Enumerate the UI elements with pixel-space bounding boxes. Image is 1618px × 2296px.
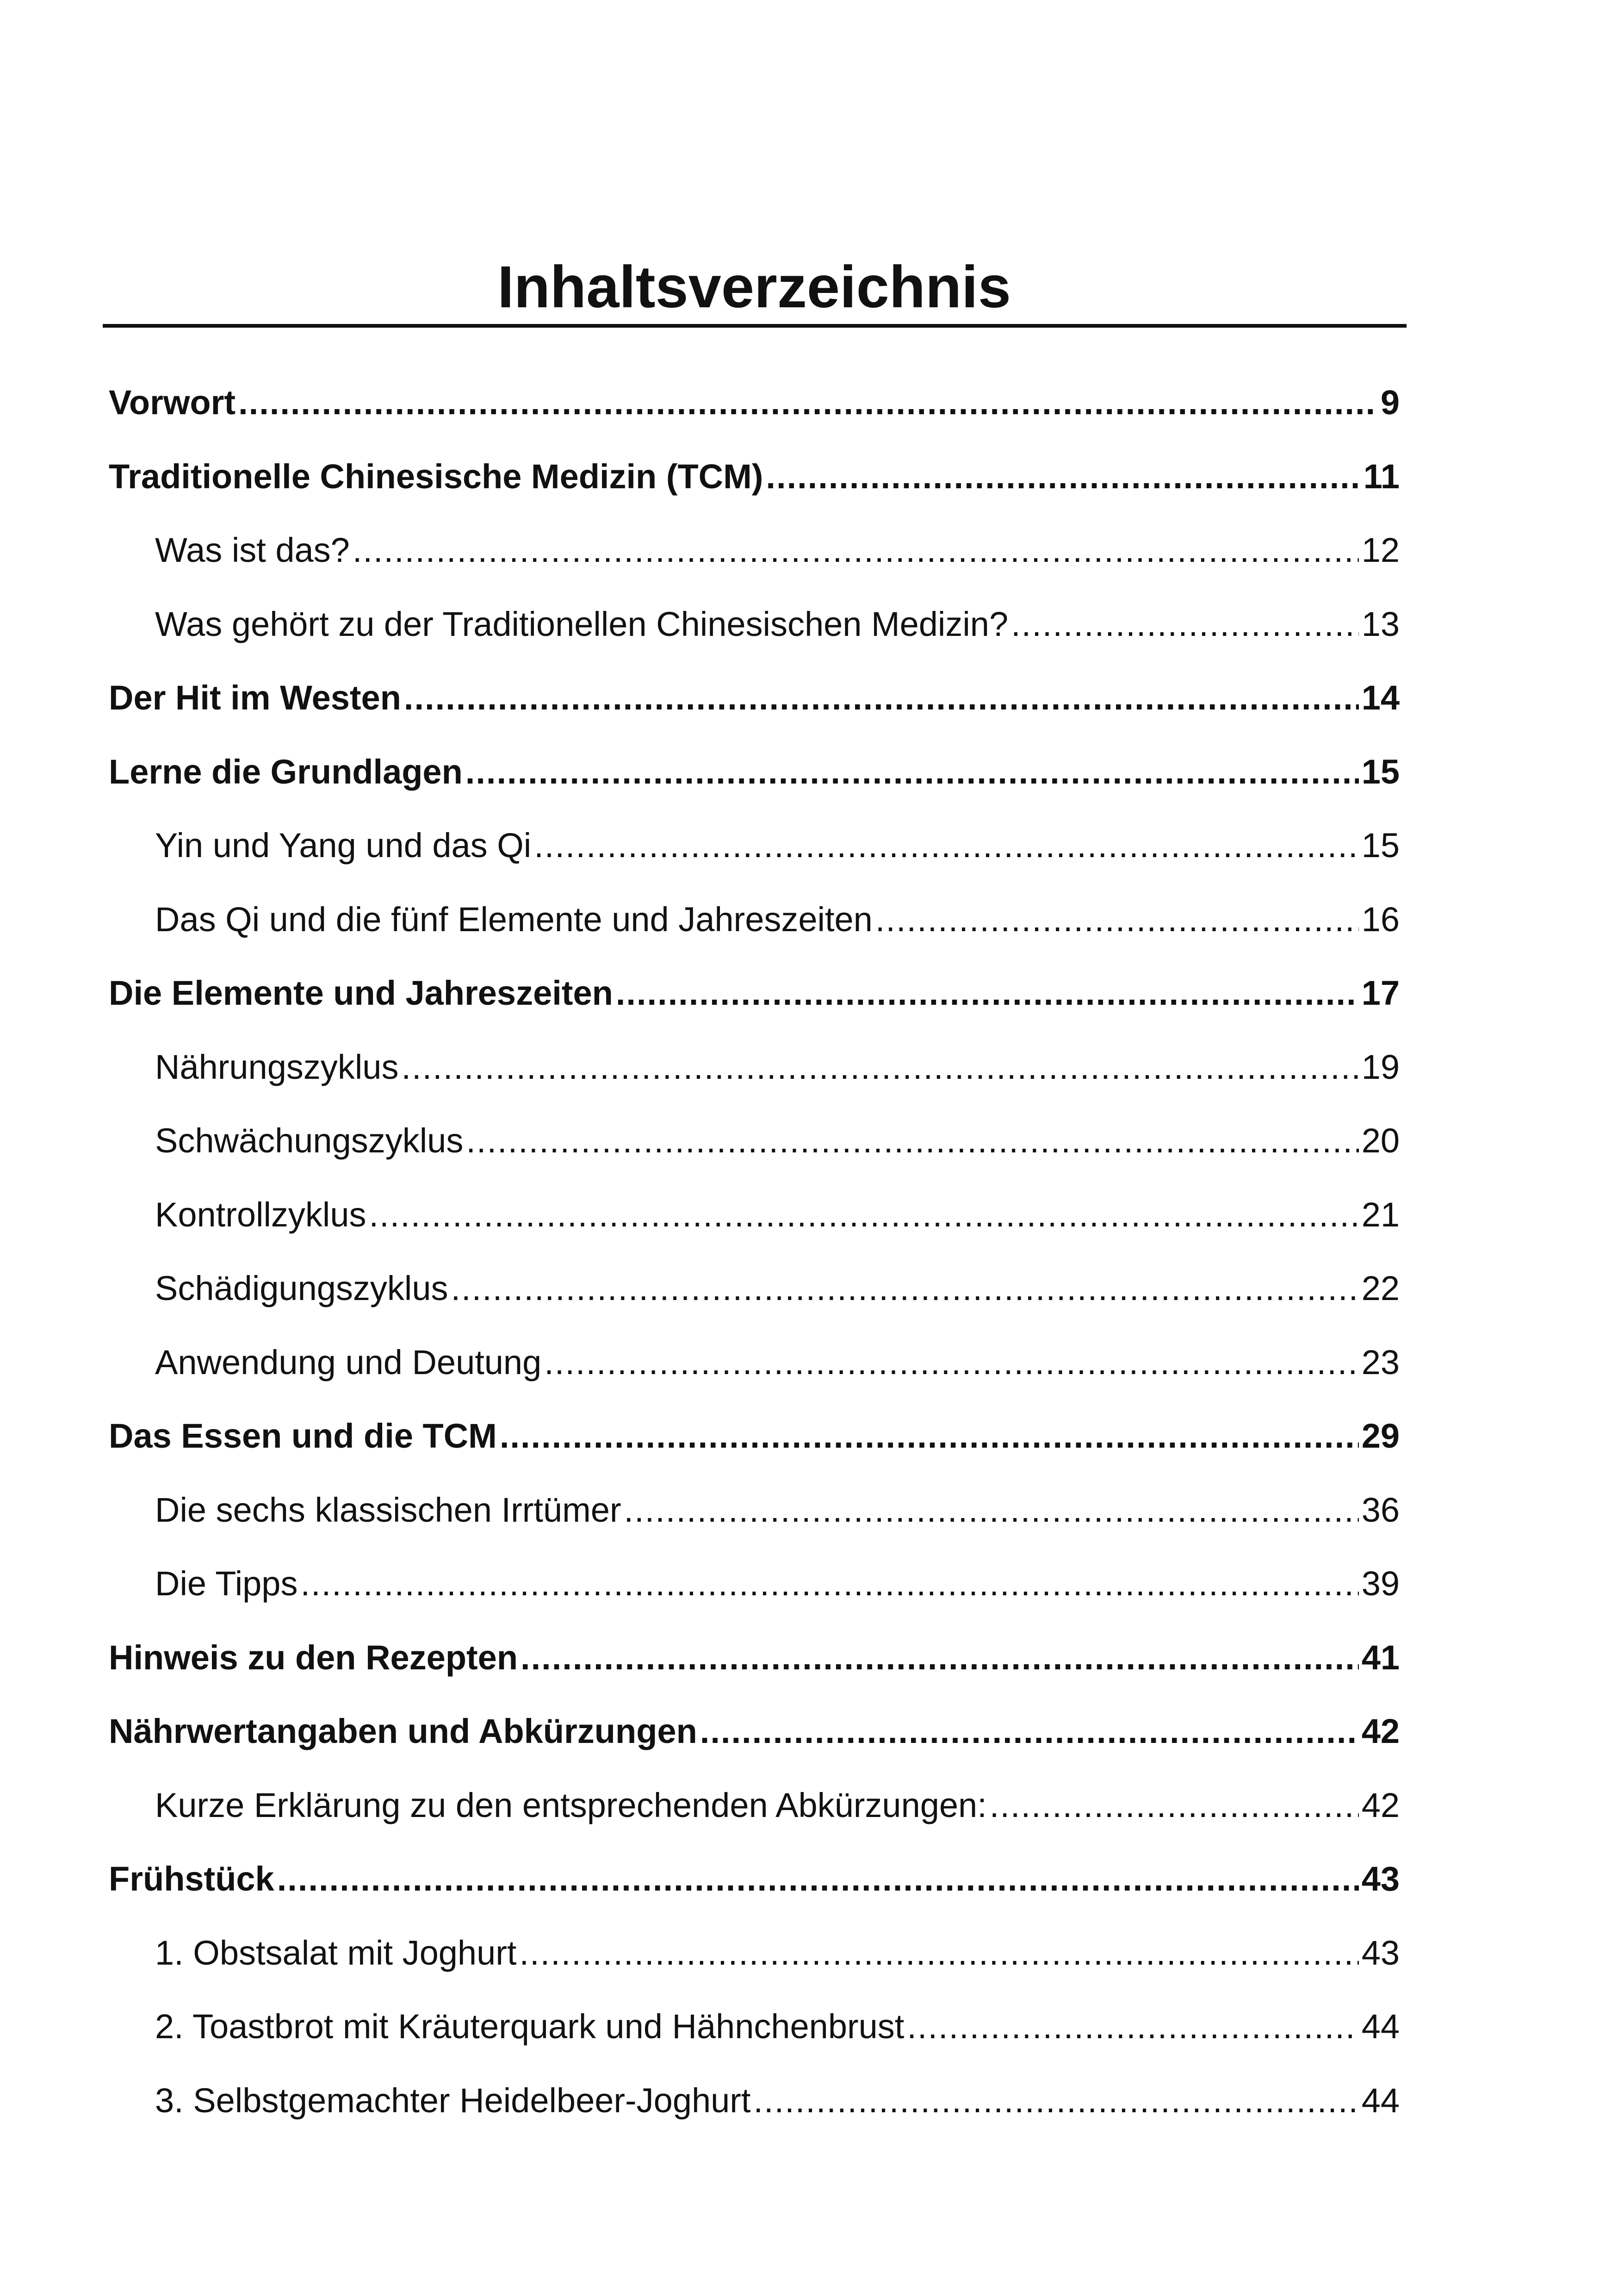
toc-dot-leader xyxy=(521,1638,1359,1677)
toc-page-number: 17 xyxy=(1361,974,1400,1013)
toc-page-number: 15 xyxy=(1361,752,1400,791)
toc-entry-title: 1. Obstsalat mit Joghurt xyxy=(155,1933,517,1972)
toc-page-number: 12 xyxy=(1361,531,1400,570)
toc-entry-title: Lerne die Grundlagen xyxy=(109,752,463,791)
toc-page-number: 42 xyxy=(1361,1786,1400,1824)
table-of-contents xyxy=(109,366,1400,2137)
toc-page-number: 36 xyxy=(1361,1490,1400,1529)
toc-entry-title: Der Hit im Westen xyxy=(109,678,401,717)
toc-page-number: 39 xyxy=(1361,1564,1400,1603)
toc-page-number: 22 xyxy=(1361,1269,1400,1308)
toc-entry-title: Frühstück xyxy=(109,1860,274,1898)
toc-entry-title: 3. Selbstgemachter Heidelbeer-Joghurt xyxy=(155,2081,751,2120)
toc-dot-leader xyxy=(907,2007,1358,2046)
toc-entry-title: Yin und Yang und das Qi xyxy=(155,826,532,865)
toc-entry-title: Traditionelle Chinesische Medizin (TCM) xyxy=(109,457,763,496)
toc-page-number: 41 xyxy=(1361,1638,1400,1677)
toc-page-number: 44 xyxy=(1361,2081,1400,2120)
toc-entry-title: 2. Toastbrot mit Kräuterquark und Hähnchenbrust xyxy=(155,2007,905,2046)
toc-page-number: 44 xyxy=(1361,2007,1400,2046)
toc-entry-title: Kontrollzyklus xyxy=(155,1195,366,1234)
toc-dot-leader xyxy=(401,1047,1358,1087)
toc-dot-leader xyxy=(238,383,1378,422)
toc-chapter-entry[interactable] xyxy=(109,1621,1400,1695)
toc-section-entry[interactable] xyxy=(109,1251,1400,1325)
toc-dot-leader xyxy=(990,1786,1359,1825)
toc-entry-title: Die sechs klassischen Irrtümer xyxy=(155,1490,621,1529)
toc-dot-leader xyxy=(624,1490,1359,1530)
toc-section-entry[interactable] xyxy=(109,513,1400,587)
toc-section-entry[interactable] xyxy=(109,809,1400,883)
toc-chapter-entry[interactable] xyxy=(109,366,1400,440)
toc-entry-title: Was gehört zu der Traditionellen Chinesischen Medizin? xyxy=(155,604,1009,643)
toc-entry-title: Die Tipps xyxy=(155,1564,298,1603)
toc-dot-leader xyxy=(616,973,1359,1013)
toc-chapter-entry[interactable] xyxy=(109,1842,1400,1916)
toc-chapter-entry[interactable] xyxy=(109,1694,1400,1768)
toc-entry-title: Anwendung und Deutung xyxy=(155,1343,542,1381)
toc-section-entry[interactable] xyxy=(109,1768,1400,1842)
toc-chapter-entry[interactable] xyxy=(109,735,1400,809)
toc-section-entry[interactable] xyxy=(109,1325,1400,1400)
toc-entry-title: Kurze Erklärung zu den entsprechenden Abkürzungen: xyxy=(155,1786,987,1824)
toc-section-entry[interactable] xyxy=(109,1178,1400,1252)
toc-section-entry[interactable] xyxy=(109,883,1400,957)
toc-section-entry[interactable] xyxy=(109,1547,1400,1621)
toc-entry-title: Vorwort xyxy=(109,383,236,422)
toc-dot-leader xyxy=(500,1416,1359,1456)
title-divider xyxy=(103,324,1407,328)
toc-page-number: 11 xyxy=(1363,457,1400,496)
toc-page-number: 9 xyxy=(1380,383,1400,422)
toc-dot-leader xyxy=(519,1933,1358,1972)
toc-section-entry[interactable] xyxy=(109,2064,1400,2138)
toc-page-number: 29 xyxy=(1361,1417,1400,1456)
toc-page-number: 43 xyxy=(1361,1933,1400,1972)
toc-dot-leader xyxy=(1011,604,1359,644)
toc-section-entry[interactable] xyxy=(109,1030,1400,1104)
toc-entry-title: Was ist das? xyxy=(155,531,350,570)
toc-dot-leader xyxy=(451,1269,1358,1308)
toc-entry-title: Das Qi und die fünf Elemente und Jahreszeiten xyxy=(155,900,873,939)
toc-entry-title: Schädigungszyklus xyxy=(155,1269,448,1308)
toc-page-number: 23 xyxy=(1361,1343,1400,1381)
page-title: Inhaltsverzeichnis xyxy=(497,254,1011,320)
toc-dot-leader xyxy=(369,1195,1359,1234)
toc-section-entry[interactable] xyxy=(109,1990,1400,2064)
toc-dot-leader xyxy=(753,2081,1358,2120)
toc-page-number: 14 xyxy=(1361,678,1400,717)
toc-section-entry[interactable] xyxy=(109,1473,1400,1547)
toc-section-entry[interactable] xyxy=(109,587,1400,661)
toc-entry-title: Schwächungszyklus xyxy=(155,1121,464,1160)
toc-dot-leader xyxy=(465,752,1359,791)
toc-page-number: 21 xyxy=(1361,1195,1400,1234)
toc-dot-leader xyxy=(353,530,1359,570)
toc-page-number: 43 xyxy=(1361,1860,1400,1898)
toc-page-number: 20 xyxy=(1361,1121,1400,1160)
toc-entry-title: Hinweis zu den Rezepten xyxy=(109,1638,518,1677)
toc-page-number: 15 xyxy=(1361,826,1400,865)
toc-section-entry[interactable] xyxy=(109,1104,1400,1178)
toc-page-number: 16 xyxy=(1361,900,1400,939)
toc-dot-leader xyxy=(766,457,1360,496)
toc-dot-leader xyxy=(404,678,1359,717)
toc-dot-leader xyxy=(544,1343,1358,1382)
toc-page-number: 42 xyxy=(1361,1712,1400,1751)
toc-dot-leader xyxy=(875,900,1359,939)
toc-dot-leader xyxy=(466,1121,1358,1160)
toc-chapter-entry[interactable] xyxy=(109,1399,1400,1473)
toc-dot-leader xyxy=(300,1564,1358,1603)
toc-page-number: 13 xyxy=(1361,604,1400,643)
toc-dot-leader xyxy=(277,1859,1359,1898)
toc-entry-title: Nährwertangaben und Abkürzungen xyxy=(109,1712,697,1751)
toc-page-number: 19 xyxy=(1361,1047,1400,1086)
toc-entry-title: Das Essen und die TCM xyxy=(109,1417,497,1456)
toc-chapter-entry[interactable] xyxy=(109,661,1400,735)
toc-entry-title: Nährungszyklus xyxy=(155,1047,399,1086)
toc-chapter-entry[interactable] xyxy=(109,440,1400,514)
toc-dot-leader xyxy=(700,1711,1359,1751)
toc-entry-title: Die Elemente und Jahreszeiten xyxy=(109,974,613,1013)
toc-section-entry[interactable] xyxy=(109,1916,1400,1990)
toc-chapter-entry[interactable] xyxy=(109,956,1400,1030)
toc-dot-leader xyxy=(534,826,1358,865)
